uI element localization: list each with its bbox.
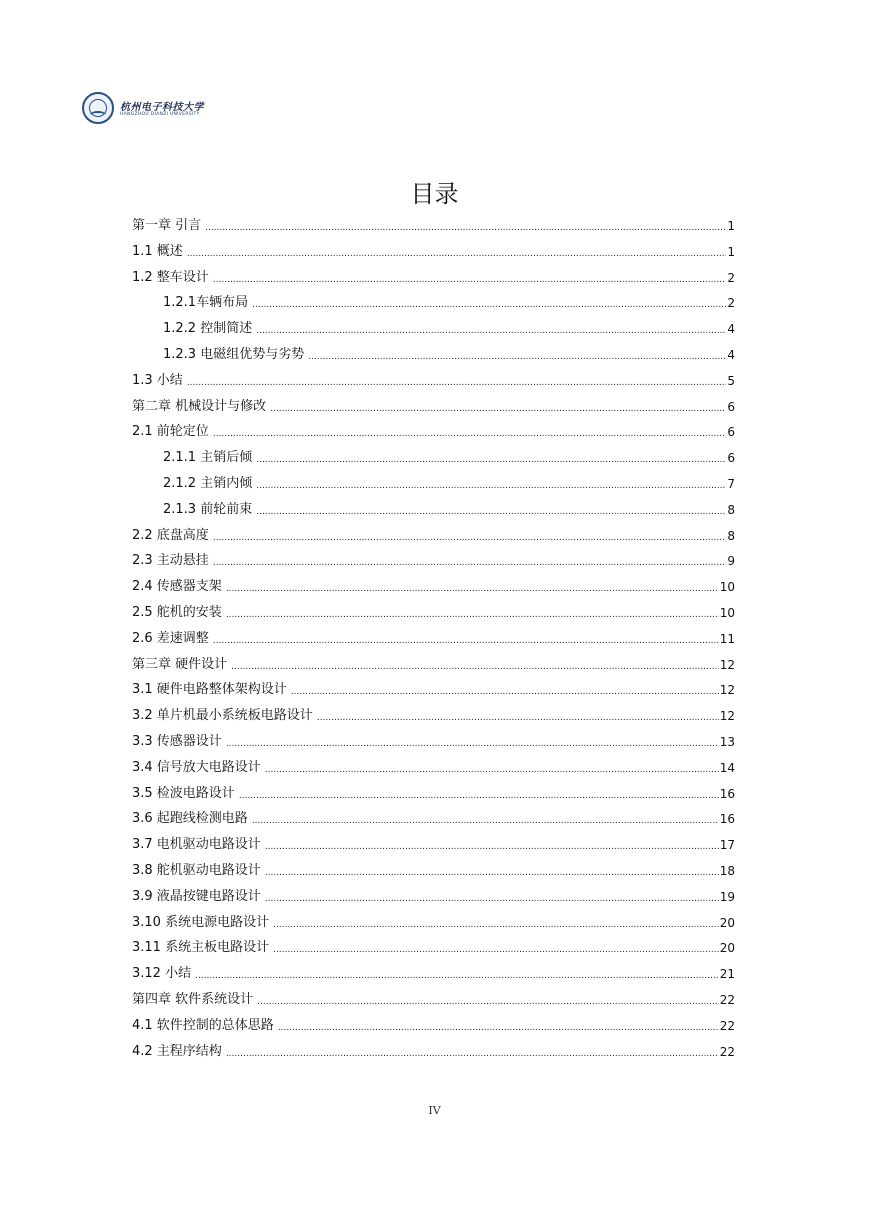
toc-leader-dots	[265, 892, 719, 906]
toc-entry-page: 14	[719, 760, 735, 775]
toc-entry[interactable]	[132, 832, 735, 854]
toc-entry-page: 22	[719, 993, 735, 1007]
toc-leader-dots	[256, 453, 726, 467]
toc-leader-dots	[213, 634, 719, 648]
logo-text: 杭州电子科技大学	[120, 102, 204, 113]
toc-entry[interactable]	[163, 445, 735, 467]
toc-entry-label: 3.4 信号放大电路设计	[132, 759, 261, 775]
logo-subtext: HANGZHOU DIANZI UNIVERSITY	[120, 112, 200, 117]
toc-entry-label: 3.9 液晶按键电路设计	[132, 888, 261, 904]
toc-leader-dots	[213, 273, 727, 287]
toc-leader-dots	[213, 427, 727, 441]
toc-entry-page: 17	[719, 838, 735, 853]
toc-entry-page: 6	[727, 399, 735, 414]
toc-leader-dots	[187, 247, 727, 261]
toc-leader-dots	[205, 221, 726, 235]
toc-entry[interactable]	[132, 626, 735, 648]
toc-entry-page: 12	[719, 709, 735, 724]
toc-entry-label: 3.5 检波电路设计	[132, 785, 235, 801]
toc-entry-label: 3.1 硬件电路整体架构设计	[132, 682, 287, 698]
toc-entry-label: 第一章 引言	[132, 218, 202, 233]
toc-entry-page: 20	[719, 941, 735, 956]
toc-entry[interactable]	[163, 497, 735, 519]
toc-title: 目录	[410, 180, 459, 208]
toc-entry[interactable]	[132, 419, 735, 441]
toc-leader-dots	[231, 660, 719, 674]
toc-entry-label: 2.3 主动悬挂	[132, 553, 209, 569]
toc-entry-label: 3.7 电机驱动电路设计	[132, 837, 261, 853]
toc-entry-page: 5	[727, 373, 735, 388]
toc-entry-label: 2.1 前轮定位	[132, 424, 209, 440]
toc-leader-dots	[256, 324, 726, 338]
toc-entry[interactable]	[132, 858, 735, 880]
toc-entry-page: 21	[719, 967, 735, 982]
toc-entry-label: 3.6 起跑线检测电路	[132, 811, 248, 827]
toc-entry-label: 3.11 系统主板电路设计	[132, 940, 270, 956]
toc-entry[interactable]	[132, 677, 735, 699]
toc-entry-label: 3.12 小结	[132, 966, 192, 982]
toc-entry[interactable]	[132, 574, 735, 596]
toc-entry[interactable]	[132, 213, 735, 235]
toc-leader-dots	[213, 531, 727, 545]
toc-entry-page: 1	[727, 219, 735, 233]
toc-entry-page: 8	[727, 502, 735, 517]
toc-entry[interactable]	[132, 987, 735, 1009]
toc-entry-page: 11	[719, 631, 735, 646]
toc-entry-page: 4	[727, 322, 735, 337]
toc-entry-label: 第二章 机械设计与修改	[132, 398, 267, 414]
toc-entry-page: 2	[727, 296, 735, 311]
toc-entry[interactable]	[132, 600, 735, 622]
toc-entry-label: 2.5 舵机的安装	[132, 605, 222, 620]
toc-entry-page: 22	[719, 1018, 735, 1033]
toc-entry[interactable]	[132, 703, 735, 725]
toc-leader-dots	[213, 556, 727, 570]
toc-entry-page: 6	[727, 425, 735, 440]
toc-entry-page: 7	[727, 477, 735, 491]
toc-entry-page: 12	[719, 657, 735, 672]
toc-entry-label: 1.3 小结	[132, 372, 183, 388]
toc-entry-page: 2	[727, 270, 735, 285]
toc-entry[interactable]	[132, 910, 735, 932]
toc-leader-dots	[265, 866, 719, 880]
toc-leader-dots	[226, 737, 719, 751]
toc-leader-dots	[291, 685, 719, 699]
toc-entry-label: 2.6 差速调整	[132, 630, 209, 646]
toc-leader-dots	[257, 995, 719, 1009]
toc-leader-dots	[308, 350, 726, 364]
toc-entry-label: 1.2.2 控制简述	[163, 321, 253, 337]
toc-leader-dots	[226, 608, 719, 622]
toc-entry-page: 10	[719, 606, 735, 620]
toc-entry-page: 20	[719, 915, 735, 930]
toc-entry[interactable]	[132, 781, 735, 803]
toc-entry-label: 2.2 底盘高度	[132, 527, 209, 543]
university-logo	[82, 92, 222, 126]
toc-entry-page: 8	[727, 528, 735, 543]
toc-entry[interactable]	[132, 1013, 735, 1035]
toc-entry[interactable]	[132, 806, 735, 828]
toc-entry[interactable]	[163, 342, 735, 364]
toc-leader-dots	[187, 376, 727, 390]
toc-entry-page: 12	[719, 683, 735, 698]
toc-entry-label: 2.4 传感器支架	[132, 579, 222, 595]
toc-entry[interactable]	[132, 755, 735, 777]
toc-entry[interactable]	[132, 368, 735, 390]
toc-entry-label: 1.1 概述	[132, 243, 183, 259]
toc-entry-page: 18	[719, 864, 735, 878]
toc-entry[interactable]	[132, 652, 735, 674]
toc-entry-label: 4.1 软件控制的总体思路	[132, 1017, 274, 1033]
toc-entry-page: 19	[719, 889, 735, 904]
toc-leader-dots	[239, 789, 719, 803]
toc-entry[interactable]	[163, 471, 735, 493]
toc-leader-dots	[256, 505, 726, 519]
toc-leader-dots	[265, 763, 719, 777]
toc-entry[interactable]	[132, 265, 735, 287]
toc-entry-page: 6	[727, 451, 735, 466]
toc-leader-dots	[256, 479, 726, 493]
toc-entry-page: 13	[719, 735, 735, 749]
toc-leader-dots	[273, 918, 719, 932]
toc-entry-page: 16	[719, 786, 735, 801]
toc-entry[interactable]	[132, 961, 735, 983]
toc-leader-dots	[252, 298, 726, 312]
toc-entry[interactable]	[132, 239, 735, 261]
toc-leader-dots	[252, 814, 719, 828]
toc-leader-dots	[273, 943, 719, 957]
toc-entry[interactable]	[132, 548, 735, 570]
university-emblem-icon	[82, 92, 114, 124]
toc-entry[interactable]	[163, 316, 735, 338]
toc-entry-label: 第四章 软件系统设计	[132, 992, 254, 1007]
toc-entry-label: 2.1.3 前轮前束	[163, 501, 253, 517]
toc-entry-page: 10	[719, 580, 735, 595]
toc-leader-dots	[270, 402, 726, 416]
toc-entry[interactable]	[132, 884, 735, 906]
toc-entry-label: 3.10 系统电源电路设计	[132, 914, 270, 930]
toc-entry-label: 3.2 单片机最小系统板电路设计	[132, 708, 313, 724]
toc-entry[interactable]	[132, 1039, 735, 1061]
toc-entry-label: 1.2.1车辆布局	[163, 295, 249, 311]
toc-entry-page: 16	[719, 812, 735, 827]
toc-entry[interactable]	[132, 729, 735, 751]
page-number: IV	[428, 1104, 441, 1117]
toc-leader-dots	[278, 1021, 719, 1035]
toc-entry-page: 9	[727, 554, 735, 569]
toc-entry-label: 3.3 传感器设计	[132, 734, 222, 749]
toc-entry-label: 2.1.1 主销后倾	[163, 450, 253, 466]
toc-entry-label: 第三章 硬件设计	[132, 656, 228, 672]
toc-entry[interactable]	[132, 935, 735, 957]
toc-leader-dots	[265, 840, 719, 854]
toc-entry-page: 1	[727, 244, 735, 259]
toc-entry-page: 22	[719, 1044, 735, 1059]
toc-entry-label: 4.2 主程序结构	[132, 1043, 222, 1059]
toc-leader-dots	[226, 1047, 719, 1061]
toc-entry-label: 3.8 舵机驱动电路设计	[132, 863, 261, 878]
toc-entry-label: 1.2.3 电磁组优势与劣势	[163, 347, 305, 362]
toc-leader-dots	[226, 582, 719, 596]
toc-entry[interactable]	[132, 523, 735, 545]
toc-entry-label: 2.1.2 主销内倾	[163, 476, 253, 491]
toc-entry[interactable]	[132, 394, 735, 416]
toc-entry-label: 1.2 整车设计	[132, 269, 209, 285]
toc-leader-dots	[195, 969, 719, 983]
toc-entry-page: 4	[727, 348, 735, 362]
toc-leader-dots	[317, 711, 719, 725]
toc-entry[interactable]	[163, 290, 735, 312]
